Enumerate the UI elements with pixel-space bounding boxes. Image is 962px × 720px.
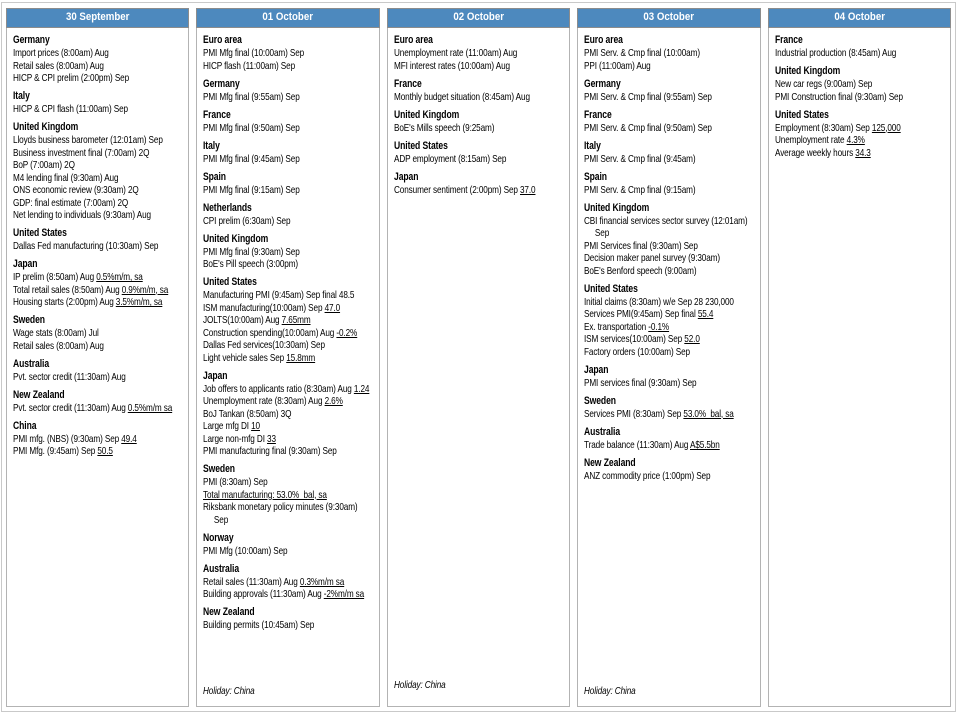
country-section [13,33,183,85]
country-heading: Spain [203,170,227,183]
holiday-note: Holiday: China [203,685,256,697]
event-text: PMI Construction final (9:30am) Sep [774,90,903,103]
event-line [203,395,379,408]
day-header-label: 03 October [643,11,695,23]
event-text: Construction spending(10:00am) Aug [203,326,337,339]
day-column [6,8,189,707]
event-text: Building permits (10:45am) Sep [203,619,315,631]
event-line [203,588,379,601]
event-text: PMI Serv. & Cmp final (9:45am) [584,152,696,165]
event-text: Housing starts (2:00pm) Aug [13,296,116,308]
country-heading: United States [774,108,829,121]
event-line [13,402,189,415]
event-text: IP prelim (8:50am) Aug [13,271,97,283]
event-line [584,153,760,166]
country-section [13,89,183,116]
event-line [13,271,189,284]
country-heading: Norway [203,531,234,544]
event-line [584,252,760,265]
country-section [203,139,373,166]
event-text: BoE's Benford speech (9:00am) [584,264,697,277]
country-heading: France [393,77,422,90]
country-heading: Australia [584,425,621,438]
country-heading: Australia [13,357,50,370]
event-text: Services PMI (8:30am) Sep [584,407,684,420]
event-value: 34.3 [854,146,871,159]
country-section [203,562,373,601]
country-section [394,77,564,104]
country-heading: Spain [584,170,608,183]
country-heading: United States [13,227,67,239]
event-value: 0.9%m/m, sa [121,283,169,296]
country-section [584,170,754,197]
country-section [775,33,945,60]
event-line [394,60,570,73]
event-text: Business investment final (7:00am) 2Q [13,146,150,159]
country-heading: United Kingdom [584,201,650,214]
country-heading: Germany [13,34,50,46]
event-line [775,78,951,91]
country-section [584,282,754,359]
country-section [203,531,373,558]
country-heading: Sweden [203,463,236,475]
event-line [584,215,760,228]
event-line [203,153,379,166]
event-line [13,197,189,210]
event-line [13,371,189,384]
country-section [394,139,564,166]
event-text: Unemployment rate (11:00am) Aug [393,47,518,59]
event-text: Ex. transportation [584,320,649,333]
country-heading: New Zealand [203,606,256,618]
event-line [775,147,951,160]
event-value: 33 [267,432,277,445]
country-section [584,139,754,166]
event-text: GDP: final estimate (7:00am) 2Q [13,196,129,209]
event-text: Light vehicle sales Sep [203,351,287,364]
country-heading: Japan [584,363,609,376]
event-text: PMI Serv. & Cmp final (9:50am) Sep [584,121,713,134]
event-value: 10 [251,420,261,432]
event-line [13,445,189,458]
day-body [196,28,379,707]
event-text: PMI Mfg final (9:30am) Sep [203,245,301,258]
country-heading: Sweden [13,314,45,326]
event-line [584,91,760,104]
event-line [584,439,760,452]
event-line [584,184,760,197]
event-text: PMI Mfg. (9:45am) Sep [13,445,98,457]
event-line [13,72,189,85]
day-body [387,28,570,707]
event-text: PMI Mfg final (10:00am) Sep [203,47,305,59]
event-value: -0.1% [648,320,670,333]
event-text: Wage stats (8:00am) Jul [13,327,99,339]
day-body [768,28,951,707]
event-value: 4.3% [846,134,865,146]
event-text: ONS economic review (9:30am) 2Q [13,184,139,196]
event-line [584,60,760,73]
country-section [203,33,373,72]
event-text: Decision maker panel survey (9:30am) [584,252,721,264]
event-line [203,339,379,352]
event-value: 2.6% [324,395,344,407]
event-line [584,333,760,346]
day-column [577,8,760,707]
country-heading: United Kingdom [393,108,459,121]
event-line [203,433,379,446]
country-heading: Japan [203,369,228,382]
event-value: 37.0 [519,183,536,196]
event-text: HICP & CPI prelim (2:00pm) Sep [13,72,130,84]
event-line [203,246,379,259]
country-section [13,419,183,458]
country-section [584,363,754,390]
event-value: -2%m/m sa [324,588,365,600]
day-header-label: 01 October [262,11,314,23]
event-text: Large mfg DI [203,420,252,432]
event-line [203,576,379,589]
event-text: Industrial production (8:45am) Aug [774,47,896,59]
country-heading: United States [203,276,258,288]
event-line [13,433,189,446]
event-line [203,91,379,104]
event-line [13,240,189,253]
event-text: PMI Mfg final (9:45am) Sep [203,152,301,165]
country-heading: France [774,34,803,46]
event-line [13,184,189,197]
event-line [584,47,760,60]
event-value: -0.2% [336,326,358,339]
event-text: Services PMI(9:45am) Sep final [584,308,699,320]
country-heading: United States [393,139,448,152]
event-line [13,296,189,309]
event-text: PMI Mfg (10:00am) Sep [203,544,288,557]
event-line [584,265,760,278]
day-body [577,28,760,707]
event-value: 49.4 [121,432,137,445]
country-section [203,462,373,526]
country-section [584,33,754,72]
country-heading: New Zealand [13,388,65,401]
event-text: Monthly budget situation (8:45am) Aug [393,90,530,103]
country-section [203,232,373,271]
event-line [203,302,379,315]
country-heading: Japan [13,258,38,270]
event-line [13,284,189,297]
country-section [13,388,183,415]
event-value: 50.5 [97,445,113,457]
event-text: ISM services(10:00am) Sep [584,333,685,345]
event-text: Large non-mfg DI [203,432,268,445]
country-section [203,77,373,104]
event-text: Riksbank monetary policy minutes (9:30am) [203,501,358,513]
event-line [584,346,760,359]
event-text: PMI Services final (9:30am) Sep [584,239,699,252]
country-heading: France [203,108,232,121]
event-line [203,545,379,558]
day-header-label: 04 October [834,11,885,23]
day-header [387,8,570,28]
country-heading: Italy [203,139,221,152]
event-line [584,308,760,321]
country-heading: Germany [203,77,241,90]
event-text: PMI mfg. (NBS) (9:30am) Sep [13,432,122,445]
event-line [394,47,570,60]
country-heading: Euro area [584,34,624,46]
event-line [203,215,379,228]
event-value: 125,000 [871,121,901,134]
event-text: Trade balance (11:30am) Aug [584,438,691,451]
event-text: Retail sales (8:00am) Aug [13,339,104,352]
event-text: PPI (11:00am) Aug [584,59,651,72]
event-line [203,476,379,489]
event-text: PMI (8:30am) Sep [203,476,268,488]
day-header [577,8,760,28]
country-section [13,313,183,352]
day-column [387,8,570,707]
country-section [584,456,754,483]
event-value: 52.0 [684,333,700,345]
event-line [203,184,379,197]
event-text: BoP (7:00am) 2Q [13,159,75,171]
event-text: ANZ commodity price (1:00pm) Sep [584,469,711,482]
event-text: PMI manufacturing final (9:30am) Sep [203,445,338,457]
event-line [203,60,379,73]
country-heading: Euro area [203,34,243,46]
event-line [584,377,760,390]
event-value: 55.4 [698,308,714,320]
event-text: CPI prelim (6:30am) Sep [203,214,291,227]
event-text: Building approvals (11:30am) Aug [203,588,325,600]
event-line [13,172,189,185]
event-text: Net lending to individuals (9:30am) Aug [13,209,151,221]
event-text: PMI Serv. & Cmp final (9:15am) [584,183,696,196]
country-section [203,605,373,632]
event-text: JOLTS(10:00am) Aug [203,314,283,326]
event-text: PMI Mfg final (9:15am) Sep [203,183,301,196]
event-line [203,420,379,433]
country-heading: Italy [584,139,602,152]
event-value: 15.8mm [286,351,316,364]
event-text: Average weekly hours [774,146,855,159]
country-section [584,108,754,135]
day-header-label: 02 October [453,11,504,23]
event-value: A$5.5bn [690,438,720,451]
event-line [584,408,760,421]
country-section [203,201,373,228]
event-text: Retail sales (11:30am) Aug [203,575,301,588]
country-heading: United Kingdom [774,65,840,77]
country-section [13,120,183,222]
event-line [203,352,379,365]
country-heading: Sweden [584,394,617,407]
event-text: Dallas Fed manufacturing (10:30am) Sep [13,240,159,252]
event-line [203,258,379,271]
event-value: 47.0 [324,301,341,314]
event-line [394,122,570,135]
event-text: Total retail sales (8:50am) Aug [13,283,122,296]
event-text: BoE's Mills speech (9:25am) [393,121,495,134]
event-text: Retail sales (8:00am) Aug [13,59,104,72]
country-section [394,108,564,135]
country-heading: United Kingdom [13,121,79,133]
event-value: 0.5%m/m sa [127,401,173,414]
event-line [203,408,379,421]
country-section [394,33,564,72]
event-text: BoE's Pill speech (3:00pm) [203,258,299,270]
event-text: PMI Serv. & Cmp final (10:00am) [584,47,701,59]
event-line [584,470,760,483]
event-text: ADP employment (8:15am) Sep [393,152,507,165]
event-text: Employment (8:30am) Sep [774,121,872,134]
event-text: M4 lending final (9:30am) Aug [13,171,119,184]
day-header [768,8,951,28]
country-section [203,369,373,458]
event-text: Unemployment rate (8:30am) Aug [203,395,325,407]
holiday-note: Holiday: China [393,679,446,691]
event-text: CBI financial services sector survey (12:01am) [584,214,748,227]
event-text: Sep [214,513,229,526]
event-line [394,153,570,166]
event-text: Pvt. sector credit (11:30am) Aug [13,401,128,414]
country-heading: United States [584,282,639,295]
country-heading: Netherlands [203,201,253,214]
holiday-note: Holiday: China [584,685,636,697]
event-text: Sep [595,227,610,239]
country-section [13,226,183,253]
event-value: 7.65mm [282,314,311,326]
event-line [203,445,379,458]
event-line [775,134,951,147]
country-heading: China [13,419,37,432]
country-section [203,108,373,135]
country-heading: United Kingdom [203,232,269,245]
event-text: Consumer sentiment (2:00pm) Sep [393,183,520,196]
event-line [13,327,189,340]
event-text: BoJ Tankan (8:50am) 3Q [203,407,292,420]
event-line [203,514,379,527]
event-line [203,383,379,396]
day-column [768,8,951,707]
country-section [584,425,754,452]
event-text: PMI services final (9:30am) Sep [584,376,697,389]
event-text: Import prices (8:00am) Aug [13,47,109,59]
day-header [196,8,379,28]
day-header-label: 30 September [65,11,130,23]
event-line [13,147,189,160]
country-section [203,170,373,197]
event-line [775,47,951,60]
country-section [203,275,373,364]
country-section [775,64,945,103]
event-line [203,327,379,340]
country-section [394,170,564,197]
event-value: 1.24 [354,382,370,395]
event-text: Initial claims (8:30am) w/e Sep 28 230,000 [584,295,735,308]
country-section [584,394,754,421]
event-line [775,91,951,104]
event-line [13,340,189,353]
event-line [13,159,189,172]
event-line [203,314,379,327]
event-line [584,227,760,240]
event-text: Manufacturing PMI (9:45am) Sep final 48.5 [203,289,355,301]
event-line [203,619,379,632]
country-section [584,201,754,278]
country-heading: Germany [584,77,621,90]
event-line [13,209,189,222]
event-text: HICP flash (11:00am) Sep [203,59,296,72]
event-value: 3.5%m/m, sa [115,296,163,308]
event-text: HICP & CPI flash (11:00am) Sep [13,103,129,115]
country-heading: France [584,108,612,121]
event-line [775,122,951,135]
event-line [13,60,189,73]
event-line [203,489,379,502]
day-column [196,8,379,707]
event-line [203,47,379,60]
event-line [203,122,379,135]
country-heading: Australia [203,562,240,575]
country-section [775,108,945,160]
day-body [6,28,189,707]
event-value: Total manufacturing: 53.0% bal, sa [203,488,328,501]
event-text: Dallas Fed services(10:30am) Sep [203,339,326,351]
event-line [394,184,570,197]
event-text: PMI Serv. & Cmp final (9:55am) Sep [584,90,713,103]
event-value: 0.3%m/m sa [300,575,345,588]
event-value: 0.5%m/m, sa [96,271,143,283]
event-text: Pvt. sector credit (11:30am) Aug [13,370,126,383]
event-text: PMI Mfg final (9:55am) Sep [203,90,301,103]
day-header [6,8,189,28]
event-line [584,296,760,309]
event-line [13,103,189,116]
event-text: MFI interest rates (10:00am) Aug [393,59,510,72]
event-text: Lloyds business barometer (12:01am) Sep [13,134,163,146]
economic-calendar-table [1,2,956,712]
country-heading: New Zealand [584,456,636,469]
event-line [13,47,189,60]
event-line [584,240,760,253]
country-section [13,357,183,384]
event-text: PMI Mfg final (9:50am) Sep [203,121,301,134]
event-line [13,134,189,147]
event-text: New car regs (9:00am) Sep [774,78,872,90]
event-value: 53.0% bal, sa [683,407,734,420]
country-heading: Italy [13,90,30,102]
country-heading: Japan [393,170,419,183]
event-line [203,501,379,514]
event-text: Unemployment rate [774,134,847,146]
event-text: Job offers to applicants ratio (8:30am) Aug [203,382,355,395]
country-heading: Euro area [393,34,433,46]
event-line [394,91,570,104]
event-line [203,289,379,302]
event-text: ISM manufacturing(10:00am) Sep [203,301,325,314]
event-line [584,321,760,334]
event-text: Factory orders (10:00am) Sep [584,345,691,358]
country-section [584,77,754,104]
event-line [584,122,760,135]
country-section [13,257,183,309]
